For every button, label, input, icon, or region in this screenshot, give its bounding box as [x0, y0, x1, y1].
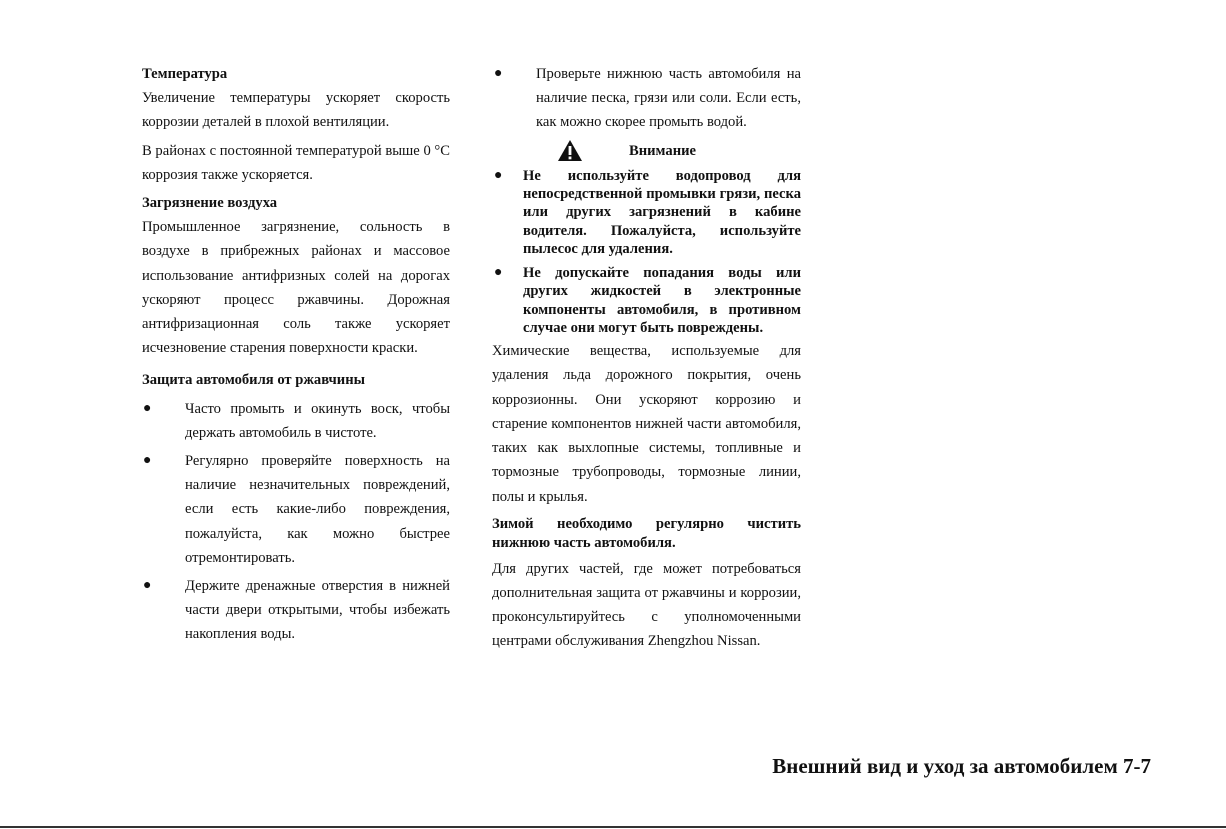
other-parts-paragraph: Для других частей, где может потребоваться дополнительная защита от ржавчины и коррозии, проконсультируйтесь с уполномоченными центрами обслуживания Zhengzhou Nissan.: [492, 560, 801, 650]
warning-item: [492, 264, 801, 337]
right-column: [492, 62, 801, 658]
list-item: [492, 62, 801, 135]
warning-triangle-icon: [557, 139, 583, 162]
warning-item: [492, 167, 801, 258]
temperature-paragraph-1: Увеличение температуры ускоряет скорость коррозии деталей в плохой вентиляции.: [142, 90, 450, 131]
bullet-icon: ●: [494, 66, 503, 81]
warning-header: [492, 139, 801, 163]
air-pollution-heading: Загрязнение воздуха: [142, 195, 278, 212]
list-item: [142, 449, 450, 570]
warning-item-text: Не допускайте попадания воды или других жидкостей в электронные компоненты автомобиля, в противном случае они могут быть повреждены.: [523, 265, 801, 336]
bullet-icon: ●: [143, 400, 152, 416]
rust-protection-heading: Защита автомобиля от ржавчины: [142, 372, 365, 389]
list-item-text: Проверьте нижнюю часть автомобиля на наличие песка, грязи или соли. Если есть, как можно скорее промыть водой.: [536, 66, 801, 131]
temperature-paragraph-2: В районах с постоянной температурой выше 0 °C коррозия также ускоряется.: [142, 142, 450, 183]
bullet-icon: ●: [494, 265, 503, 281]
list-item: [142, 574, 450, 647]
bullet-icon: ●: [143, 453, 152, 469]
left-column: [142, 62, 450, 651]
air-pollution-paragraph: Промышленное загрязнение, сольность в воздухе в прибрежных районах и массовое использование антифризных солей на дорогах ускоряют процесс ржавчины. Дорожная антифризационная соль также ускоряет исчезновение старения поверхности краски.: [142, 219, 450, 357]
list-item-text: Держите дренажные отверстия в нижней части двери открытыми, чтобы избежать накопления воды.: [185, 578, 450, 643]
list-item-text: Регулярно проверяйте поверхность на наличие незначительных повреждений, если есть какие-либо повреждения, пожалуйста, как можно быстрее отремонтировать.: [185, 453, 450, 566]
winter-note: Зимой необходимо регулярно чистить нижнюю часть автомобиля.: [492, 515, 801, 551]
bottom-divider: [0, 826, 1226, 828]
bullet-icon: ●: [143, 578, 152, 594]
warning-item-text: Не используйте водопровод для непосредственной промывки грязи, песка или других загрязнений в кабине водителя. Пожалуйста, используйте пылесос для удаления.: [523, 167, 801, 257]
page-footer-section: Внешний вид и уход за автомобилем 7-7: [772, 754, 1151, 778]
warning-title: Внимание: [629, 142, 696, 159]
chemicals-paragraph: Химические вещества, используемые для удаления льда дорожного покрытия, очень коррозионны. Они ускоряют коррозию и старение компонентов нижней части автомобиля, таких как выхлопные системы, топливные и тормозные трубопроводы, тормозные линии, полы и крылья.: [492, 343, 801, 505]
bullet-icon: ●: [494, 167, 503, 183]
list-item-text: Часто промыть и окинуть воск, чтобы держать автомобиль в чистоте.: [185, 400, 450, 441]
temperature-heading: Температура: [142, 66, 228, 82]
list-item: [142, 397, 450, 445]
